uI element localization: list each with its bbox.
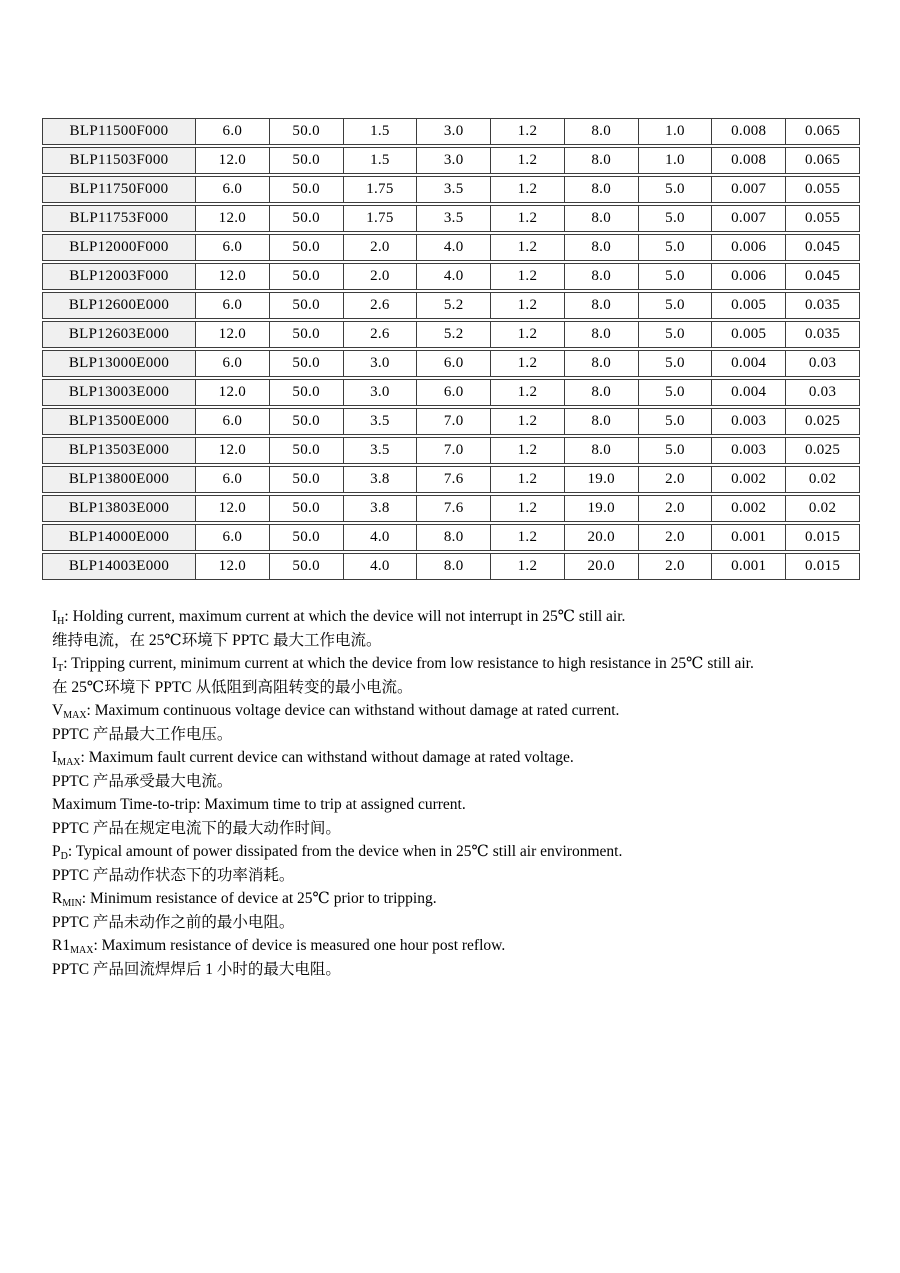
table-row <box>42 118 860 145</box>
value-cell: 8.0 <box>565 437 639 464</box>
value-cell: 12.0 <box>196 321 270 348</box>
note-line <box>52 699 864 723</box>
value-cell: 7.0 <box>417 437 491 464</box>
note-text: 在 25℃环境下 PPTC 从低阻到高阻转变的最小电流。 <box>52 678 413 696</box>
value-cell: 3.5 <box>344 408 418 435</box>
value-cell: 0.045 <box>786 234 860 261</box>
note-symbol: P <box>52 843 61 860</box>
part-number-cell: BLP13003E000 <box>42 379 196 406</box>
value-cell: 5.0 <box>639 176 713 203</box>
note-line <box>52 746 864 770</box>
value-cell: 0.03 <box>786 379 860 406</box>
value-cell: 50.0 <box>270 350 344 377</box>
note-line <box>52 958 864 982</box>
note-line <box>52 840 864 864</box>
value-cell: 3.0 <box>417 147 491 174</box>
note-symbol-subscript: T <box>57 663 64 674</box>
value-cell: 50.0 <box>270 263 344 290</box>
value-cell: 8.0 <box>565 205 639 232</box>
value-cell: 0.008 <box>712 118 786 145</box>
part-number-cell: BLP13803E000 <box>42 495 196 522</box>
notes-section <box>52 605 864 981</box>
value-cell: 1.2 <box>491 205 565 232</box>
value-cell: 0.003 <box>712 437 786 464</box>
value-cell: 3.5 <box>417 176 491 203</box>
value-cell: 1.2 <box>491 350 565 377</box>
note-symbol: I <box>52 749 58 766</box>
note-symbol: I <box>52 608 58 625</box>
value-cell: 0.055 <box>786 176 860 203</box>
note-text: : Holding current, maximum current at which the device will not interrupt in 25℃ still air. <box>64 608 626 625</box>
table-row <box>42 263 860 290</box>
value-cell: 5.0 <box>639 321 713 348</box>
value-cell: 8.0 <box>565 408 639 435</box>
value-cell: 6.0 <box>196 234 270 261</box>
value-cell: 6.0 <box>196 524 270 551</box>
note-text: PPTC 产品未动作之前的最小电阻。 <box>52 913 295 931</box>
value-cell: 2.0 <box>639 553 713 580</box>
value-cell: 12.0 <box>196 205 270 232</box>
note-symbol-subscript: MAX <box>70 945 94 956</box>
value-cell: 50.0 <box>270 466 344 493</box>
value-cell: 5.0 <box>639 408 713 435</box>
note-text: : Tripping current, minimum current at which the device from low resistance to high resistance in 25℃ still air. <box>63 655 754 672</box>
value-cell: 7.0 <box>417 408 491 435</box>
value-cell: 0.004 <box>712 350 786 377</box>
value-cell: 0.004 <box>712 379 786 406</box>
value-cell: 0.02 <box>786 466 860 493</box>
note-line <box>52 676 864 700</box>
value-cell: 7.6 <box>417 495 491 522</box>
value-cell: 0.02 <box>786 495 860 522</box>
value-cell: 3.5 <box>344 437 418 464</box>
value-cell: 0.065 <box>786 147 860 174</box>
value-cell: 1.0 <box>639 118 713 145</box>
value-cell: 0.025 <box>786 437 860 464</box>
note-text: PPTC 产品回流焊焊后 1 小时的最大电阻。 <box>52 960 341 978</box>
part-number-cell: BLP14003E000 <box>42 553 196 580</box>
value-cell: 8.0 <box>565 263 639 290</box>
value-cell: 8.0 <box>565 147 639 174</box>
value-cell: 1.2 <box>491 118 565 145</box>
table-row <box>42 321 860 348</box>
table-row <box>42 553 860 580</box>
note-symbol: I <box>52 655 58 672</box>
value-cell: 12.0 <box>196 437 270 464</box>
value-cell: 6.0 <box>417 350 491 377</box>
note-text: : Typical amount of power dissipated from the device when in 25℃ still air environment. <box>67 843 623 860</box>
note-symbol: R <box>52 890 63 907</box>
note-symbol-subscript: H <box>57 616 65 627</box>
note-line <box>52 864 864 888</box>
part-number-cell: BLP12003F000 <box>42 263 196 290</box>
note-symbol-subscript: D <box>60 851 68 862</box>
value-cell: 2.0 <box>639 524 713 551</box>
part-number-cell: BLP11503F000 <box>42 147 196 174</box>
value-cell: 0.003 <box>712 408 786 435</box>
value-cell: 8.0 <box>565 176 639 203</box>
note-line <box>52 652 864 676</box>
value-cell: 1.0 <box>639 147 713 174</box>
value-cell: 3.0 <box>417 118 491 145</box>
value-cell: 0.045 <box>786 263 860 290</box>
value-cell: 0.002 <box>712 466 786 493</box>
value-cell: 50.0 <box>270 176 344 203</box>
value-cell: 19.0 <box>565 466 639 493</box>
value-cell: 0.001 <box>712 524 786 551</box>
value-cell: 5.0 <box>639 292 713 319</box>
value-cell: 5.0 <box>639 379 713 406</box>
value-cell: 8.0 <box>417 524 491 551</box>
value-cell: 0.03 <box>786 350 860 377</box>
value-cell: 8.0 <box>565 350 639 377</box>
note-symbol-subscript: MAX <box>63 710 87 721</box>
note-text: 维持电流，在 25℃环境下 PPTC 最大工作电流。 <box>52 631 382 649</box>
value-cell: 12.0 <box>196 263 270 290</box>
value-cell: 3.8 <box>344 466 418 493</box>
part-number-cell: BLP13503E000 <box>42 437 196 464</box>
table-row <box>42 234 860 261</box>
value-cell: 1.2 <box>491 524 565 551</box>
note-symbol-subscript: MIN <box>62 898 82 909</box>
value-cell: 3.0 <box>344 379 418 406</box>
value-cell: 5.0 <box>639 350 713 377</box>
note-text: : Maximum continuous voltage device can withstand without damage at rated current. <box>86 702 620 719</box>
electrical-characteristics-table <box>42 116 860 582</box>
value-cell: 12.0 <box>196 495 270 522</box>
note-line <box>52 723 864 747</box>
value-cell: 4.0 <box>417 263 491 290</box>
table-body <box>42 118 860 580</box>
value-cell: 0.025 <box>786 408 860 435</box>
value-cell: 1.2 <box>491 147 565 174</box>
value-cell: 50.0 <box>270 292 344 319</box>
value-cell: 50.0 <box>270 147 344 174</box>
part-number-cell: BLP13000E000 <box>42 350 196 377</box>
table-row <box>42 176 860 203</box>
value-cell: 50.0 <box>270 553 344 580</box>
value-cell: 0.006 <box>712 263 786 290</box>
value-cell: 0.005 <box>712 321 786 348</box>
table-row <box>42 292 860 319</box>
value-cell: 0.065 <box>786 118 860 145</box>
part-number-cell: BLP12600E000 <box>42 292 196 319</box>
value-cell: 50.0 <box>270 321 344 348</box>
value-cell: 8.0 <box>565 292 639 319</box>
value-cell: 0.035 <box>786 292 860 319</box>
value-cell: 0.006 <box>712 234 786 261</box>
value-cell: 2.6 <box>344 292 418 319</box>
part-number-cell: BLP12000F000 <box>42 234 196 261</box>
part-number-cell: BLP14000E000 <box>42 524 196 551</box>
value-cell: 1.2 <box>491 437 565 464</box>
value-cell: 50.0 <box>270 205 344 232</box>
table-row <box>42 147 860 174</box>
value-cell: 4.0 <box>344 553 418 580</box>
value-cell: 20.0 <box>565 553 639 580</box>
value-cell: 0.001 <box>712 553 786 580</box>
part-number-cell: BLP12603E000 <box>42 321 196 348</box>
value-cell: 6.0 <box>196 466 270 493</box>
value-cell: 1.2 <box>491 408 565 435</box>
part-number-cell: BLP11750F000 <box>42 176 196 203</box>
value-cell: 1.2 <box>491 553 565 580</box>
value-cell: 1.2 <box>491 176 565 203</box>
note-text: : Maximum fault current device can withstand without damage at rated voltage. <box>80 749 574 766</box>
value-cell: 19.0 <box>565 495 639 522</box>
value-cell: 5.0 <box>639 205 713 232</box>
value-cell: 5.2 <box>417 292 491 319</box>
value-cell: 6.0 <box>196 176 270 203</box>
value-cell: 50.0 <box>270 379 344 406</box>
table-row <box>42 350 860 377</box>
note-line <box>52 629 864 653</box>
value-cell: 5.2 <box>417 321 491 348</box>
note-symbol-subscript: MAX <box>57 757 81 768</box>
value-cell: 1.2 <box>491 466 565 493</box>
part-number-cell: BLP13500E000 <box>42 408 196 435</box>
note-line <box>52 605 864 629</box>
value-cell: 12.0 <box>196 553 270 580</box>
value-cell: 8.0 <box>565 234 639 261</box>
value-cell: 0.055 <box>786 205 860 232</box>
note-text: PPTC 产品承受最大电流。 <box>52 772 233 790</box>
value-cell: 6.0 <box>196 350 270 377</box>
table-row <box>42 437 860 464</box>
value-cell: 5.0 <box>639 263 713 290</box>
value-cell: 0.005 <box>712 292 786 319</box>
value-cell: 2.0 <box>639 466 713 493</box>
value-cell: 3.0 <box>344 350 418 377</box>
table-row <box>42 379 860 406</box>
value-cell: 50.0 <box>270 495 344 522</box>
value-cell: 1.5 <box>344 118 418 145</box>
value-cell: 5.0 <box>639 437 713 464</box>
value-cell: 6.0 <box>417 379 491 406</box>
table-row <box>42 495 860 522</box>
value-cell: 12.0 <box>196 379 270 406</box>
value-cell: 1.2 <box>491 234 565 261</box>
note-line <box>52 911 864 935</box>
value-cell: 50.0 <box>270 234 344 261</box>
value-cell: 4.0 <box>417 234 491 261</box>
value-cell: 0.015 <box>786 553 860 580</box>
table-row <box>42 466 860 493</box>
value-cell: 6.0 <box>196 292 270 319</box>
value-cell: 0.035 <box>786 321 860 348</box>
value-cell: 1.75 <box>344 205 418 232</box>
value-cell: 1.2 <box>491 495 565 522</box>
note-text: PPTC 产品最大工作电压。 <box>52 725 233 743</box>
value-cell: 1.5 <box>344 147 418 174</box>
value-cell: 5.0 <box>639 234 713 261</box>
note-line <box>52 770 864 794</box>
table-row <box>42 205 860 232</box>
value-cell: 12.0 <box>196 147 270 174</box>
note-text: PPTC 产品在规定电流下的最大动作时间。 <box>52 819 341 837</box>
value-cell: 1.2 <box>491 292 565 319</box>
value-cell: 50.0 <box>270 437 344 464</box>
note-text: : Maximum resistance of device is measured one hour post reflow. <box>93 937 506 954</box>
note-text: Maximum Time-to-trip: Maximum time to trip at assigned current. <box>52 796 466 813</box>
value-cell: 8.0 <box>417 553 491 580</box>
note-symbol: V <box>52 702 64 719</box>
value-cell: 1.2 <box>491 321 565 348</box>
value-cell: 50.0 <box>270 408 344 435</box>
note-line <box>52 934 864 958</box>
value-cell: 3.8 <box>344 495 418 522</box>
value-cell: 8.0 <box>565 321 639 348</box>
value-cell: 1.75 <box>344 176 418 203</box>
value-cell: 1.2 <box>491 379 565 406</box>
value-cell: 20.0 <box>565 524 639 551</box>
value-cell: 1.2 <box>491 263 565 290</box>
value-cell: 0.015 <box>786 524 860 551</box>
part-number-cell: BLP13800E000 <box>42 466 196 493</box>
value-cell: 0.007 <box>712 176 786 203</box>
table-row <box>42 524 860 551</box>
part-number-cell: BLP11500F000 <box>42 118 196 145</box>
note-line <box>52 887 864 911</box>
note-text: PPTC 产品动作状态下的功率消耗。 <box>52 866 295 884</box>
value-cell: 0.007 <box>712 205 786 232</box>
note-symbol: R1 <box>52 937 71 954</box>
value-cell: 2.0 <box>344 263 418 290</box>
value-cell: 8.0 <box>565 118 639 145</box>
value-cell: 50.0 <box>270 118 344 145</box>
note-line <box>52 793 864 817</box>
note-text: : Minimum resistance of device at 25℃ prior to tripping. <box>81 890 437 907</box>
value-cell: 50.0 <box>270 524 344 551</box>
value-cell: 6.0 <box>196 408 270 435</box>
value-cell: 6.0 <box>196 118 270 145</box>
value-cell: 4.0 <box>344 524 418 551</box>
value-cell: 8.0 <box>565 379 639 406</box>
note-line <box>52 817 864 841</box>
value-cell: 7.6 <box>417 466 491 493</box>
part-number-cell: BLP11753F000 <box>42 205 196 232</box>
value-cell: 2.0 <box>344 234 418 261</box>
value-cell: 0.008 <box>712 147 786 174</box>
value-cell: 2.0 <box>639 495 713 522</box>
value-cell: 2.6 <box>344 321 418 348</box>
value-cell: 3.5 <box>417 205 491 232</box>
table-row <box>42 408 860 435</box>
value-cell: 0.002 <box>712 495 786 522</box>
